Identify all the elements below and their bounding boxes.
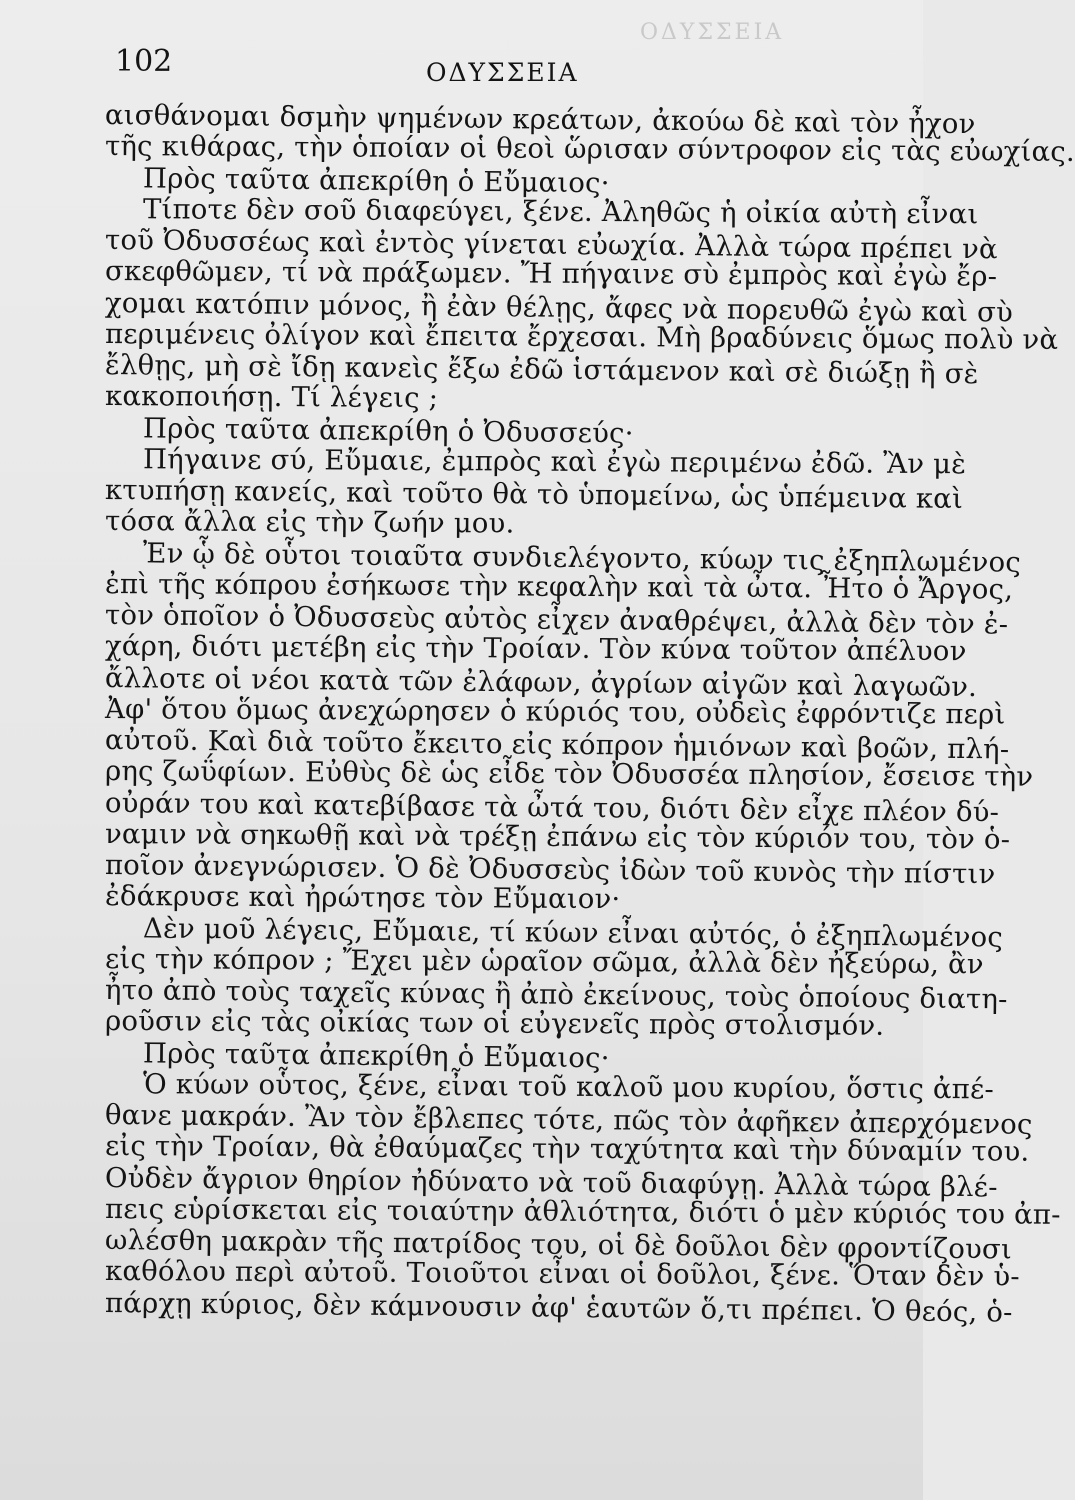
text-line: ωλέσθη μακρὰν τῆς πατρίδος του, οἱ δὲ δοῦλοι δὲν φροντίζουσι bbox=[104, 1224, 1013, 1266]
text-line: τόσα ἄλλα εἰς τὴν ζωήν μου. bbox=[104, 505, 515, 540]
text-line: εἰς τὴν κόπρον ; Ἔχει μὲν ὡραῖον σῶμα, ἀλλὰ δὲν ἠξεύρω, ἂν bbox=[104, 942, 984, 981]
text-line: ἦτο ἀπὸ τοὺς ταχεῖς κύνας ἢ ἀπὸ ἐκείνους, τοὺς ὁποίους διατη- bbox=[104, 974, 1008, 1016]
page-header bbox=[110, 38, 870, 88]
body-text bbox=[104, 99, 1075, 1329]
text-line: Πρὸς ταῦτα ἀπεκρίθη ὁ Εὔμαιος· bbox=[142, 1036, 610, 1074]
text-line: Πήγαινε σύ, Εὔμαιε, ἐμπρὸς καὶ ἐγὼ περιμένω ἐδῶ. Ἂν μὲ bbox=[142, 442, 967, 481]
text-line: χομαι κατόπιν μόνος, ἢ ἐὰν θέλῃς, ἄφες νὰ πορευθῶ ἐγὼ καὶ σὺ bbox=[104, 286, 1014, 329]
text-line: Ὁ κύων οὗτος, ξένε, εἶναι τοῦ καλοῦ μου κυρίου, ὅστις ἀπέ- bbox=[142, 1067, 995, 1106]
text-line: ποῖον ἀνεγνώρισεν. Ὁ δὲ Ὀδυσσεὺς ἰδὼν τοῦ κυνὸς τὴν πίστιν bbox=[104, 849, 996, 891]
text-line: ἄλλοτε οἱ νέοι κατὰ τῶν ἐλάφων, ἀγρίων αἰγῶν καὶ λαγωῶν. bbox=[104, 661, 978, 703]
text-line: θανε μακράν. Ἂν τὸν ἔβλεπες τότε, πῶς τὸν ἀφῆκεν ἀπερχόμενος bbox=[104, 1099, 1033, 1141]
text-line: αὐτοῦ. Καὶ διὰ τοῦτο ἔκειτο εἰς κόπρον ἡμιόνων καὶ βοῶν, πλή- bbox=[104, 724, 1010, 766]
text-line: εἰς τὴν Τροίαν, θὰ ἐθαύμαζες τὴν ταχύτητα καὶ τὴν δύναμίν του. bbox=[104, 1130, 1030, 1168]
running-title: ΟΔΥΣΣΕΙΑ bbox=[426, 58, 579, 87]
text-line: Ἀφ' ὅτου ὅμως ἀνεχώρησεν ὁ κύριός του, οὐδεὶς ἐφρόντιζε περὶ bbox=[104, 692, 1006, 731]
bleed-through-text: ΟΔΥΣΣΕΙΑ bbox=[640, 20, 785, 45]
text-line: πεις εὑρίσκεται εἰς τοιαύτην ἀθλιότητα, διότι ὁ μὲν κύριός του ἀπ- bbox=[104, 1192, 1061, 1231]
text-line: πάρχῃ κύριος, δὲν κάμνουσιν ἀφ' ἑαυτῶν ὅ,τι πρέπει. Ὁ θεός, ὁ- bbox=[104, 1286, 1013, 1329]
text-line: αισθάνομαι δσμὴν ψημένων κρεάτων, ἀκούω δὲ καὶ τὸν ἦχον bbox=[104, 99, 976, 141]
text-line: Πρὸς ταῦτα ἀπεκρίθη ὁ Εὔμαιος· bbox=[142, 161, 610, 199]
text-line: Τίποτε δὲν σοῦ διαφεύγει, ξένε. Ἀληθῶς ἡ οἰκία αὐτὴ εἶναι bbox=[142, 192, 979, 231]
text-line: ἐπὶ τῆς κόπρου ἐσήκωσε τὴν κεφαλὴν καὶ τὰ ὦτα. Ἦτο ὁ Ἄργος, bbox=[104, 567, 1014, 606]
text-line: κακοποιήσῃ. Τί λέγεις ; bbox=[104, 380, 439, 415]
text-line: οὐράν του καὶ κατεβίβασε τὰ ὦτά του, διότι δὲν εἶχε πλέον δύ- bbox=[104, 786, 1000, 828]
text-line: ροῦσιν εἰς τὰς οἰκίας των οἱ εὐγενεῖς πρὸς στολισμόν. bbox=[104, 1005, 885, 1043]
text-line: Πρὸς ταῦτα ἀπεκρίθη ὁ Ὀδυσσεύς· bbox=[142, 411, 634, 450]
text-line: Ἐν ᾧ δὲ οὗτοι τοιαῦτα συνδιελέγοντο, κύων τις ἐξηπλωμένος bbox=[142, 536, 1022, 579]
text-line: τὸν ὁποῖον ὁ Ὀδυσσεὺς αὐτὸς εἶχεν ἀναθρέψει, ἀλλὰ δὲν τὸν ἐ- bbox=[104, 599, 1009, 641]
text-line: ἐδάκρυσε καὶ ἠρώτησε τὸν Εὔμαιον· bbox=[104, 880, 621, 916]
text-line: περιμένεις ὀλίγον καὶ ἔπειτα ἔρχεσαι. Μὴ βραδύνεις ὅμως πολὺ νὰ bbox=[104, 317, 1059, 356]
text-line: ρης ζωΰφίων. Εὐθὺς δὲ ὡς εἶδε τὸν Ὀδυσσέα πλησίον, ἔσεισε τὴν bbox=[104, 755, 1034, 793]
text-line: τοῦ Ὀδυσσέως καὶ ἐντὸς γίνεται εὐωχία. Ἀλλὰ τώρα πρέπει νὰ bbox=[104, 224, 998, 266]
text-line: τῆς κιθάρας, τὴν ὁποίαν οἱ θεοὶ ὥρισαν σύντροφον εἰς τὰς εὐωχίας. bbox=[104, 130, 1075, 169]
text-line: Οὐδὲν ἄγριον θηρίον ἠδύνατο νὰ τοῦ διαφύγῃ. Ἀλλὰ τώρα βλέ- bbox=[104, 1161, 998, 1203]
text-line: καθόλου περὶ αὐτοῦ. Τοιοῦτοι εἶναι οἱ δοῦλοι, ξένε. Ὅταν δὲν ὑ- bbox=[104, 1255, 1020, 1293]
text-line: Δὲν μοῦ λέγεις, Εὔμαιε, τί κύων εἶναι αὐτός, ὁ ἐξηπλωμένος bbox=[142, 911, 1004, 953]
page-number: 102 bbox=[115, 44, 173, 79]
text-line: ἔλθῃς, μὴ σὲ ἴδῃ κανεὶς ἔξω ἐδῶ ἱστάμενον καὶ σὲ διώξῃ ἢ σὲ bbox=[104, 349, 979, 391]
text-line: σκεφθῶμεν, τί νὰ πράξωμεν. Ἤ πήγαινε σὺ ἐμπρὸς καὶ ἐγὼ ἔρ- bbox=[104, 255, 998, 293]
text-line: κτυπήσῃ κανείς, καὶ τοῦτο θὰ τὸ ὑπομείνω, ὡς ὑπέμεινα καὶ bbox=[104, 474, 964, 515]
text-line: ναμιν νὰ σηκωθῇ καὶ νὰ τρέξῃ ἐπάνω εἰς τὸν κύριόν του, τὸν ὁ- bbox=[104, 817, 1011, 856]
text-line: χάρη, διότι μετέβη εἰς τὴν Τροίαν. Τὸν κύνα τοῦτον ἀπέλυον bbox=[104, 630, 967, 668]
